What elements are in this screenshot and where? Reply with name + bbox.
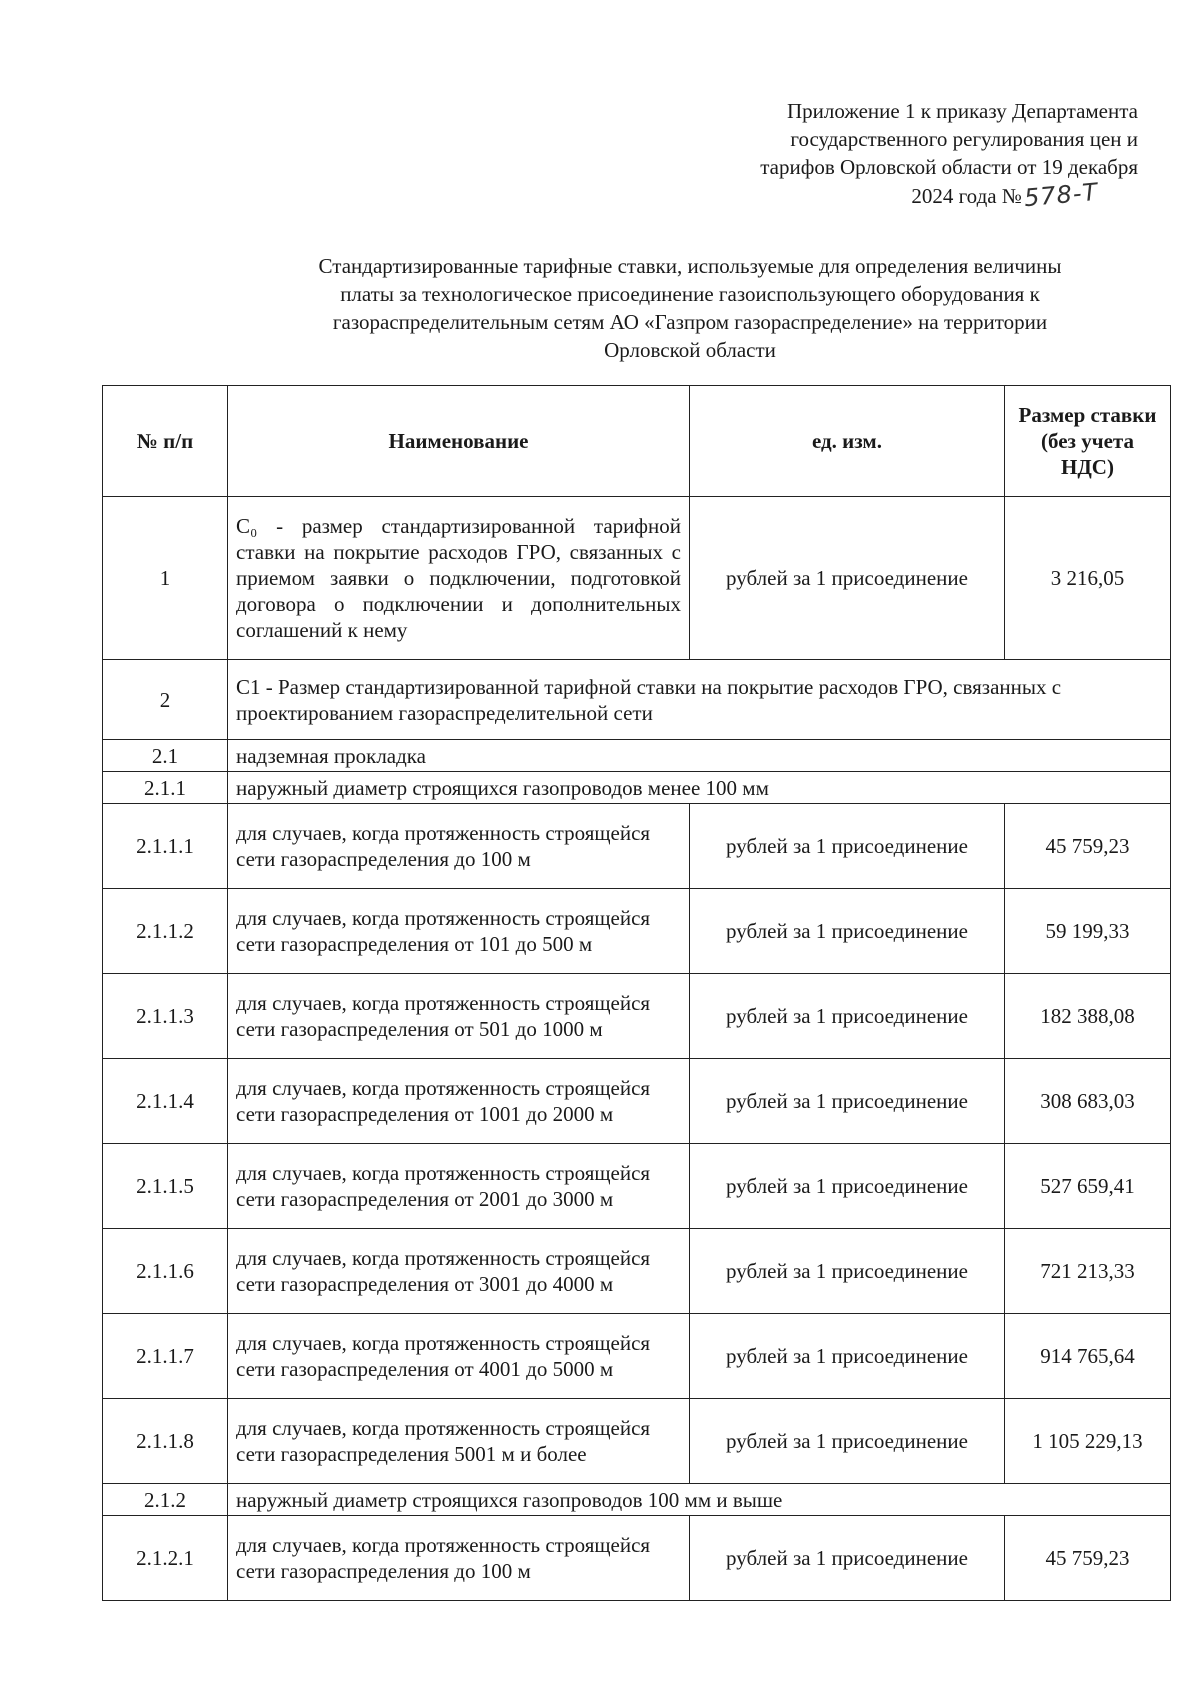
row-number: 2.1.1.6 — [103, 1229, 228, 1314]
row-name: наружный диаметр строящихся газопроводов 100 мм и выше — [228, 1484, 1171, 1516]
column-header-unit: ед. изм. — [690, 386, 1005, 497]
table-row — [103, 974, 1171, 1059]
table-row — [103, 889, 1171, 974]
row-value: 182 388,08 — [1005, 974, 1171, 1059]
row-number: 1 — [103, 497, 228, 660]
row-name: для случаев, когда протяженность строящейся сети газораспределения 5001 м и более — [228, 1399, 690, 1484]
document-title — [250, 252, 1130, 364]
row-value: 45 759,23 — [1005, 804, 1171, 889]
row-name: для случаев, когда протяженность строящейся сети газораспределения от 1001 до 2000 м — [228, 1059, 690, 1144]
table-row — [103, 1484, 1171, 1516]
handwritten-order-number: 578-Т — [1022, 177, 1100, 213]
appendix-order-prefix: 2024 года № — [911, 184, 1022, 208]
row-name: для случаев, когда протяженность строящейся сети газораспределения от 2001 до 3000 м — [228, 1144, 690, 1229]
table-row — [103, 1229, 1171, 1314]
row-value: 1 105 229,13 — [1005, 1399, 1171, 1484]
row-number: 2.1.1.2 — [103, 889, 228, 974]
appendix-line-order — [668, 177, 1138, 213]
row-unit: рублей за 1 присоединение — [690, 889, 1005, 974]
row-number: 2.1.1.7 — [103, 1314, 228, 1399]
table-row — [103, 497, 1171, 660]
row-number: 2.1.2.1 — [103, 1516, 228, 1601]
row-number: 2.1.1.8 — [103, 1399, 228, 1484]
table-row — [103, 1144, 1171, 1229]
row-name: С1 - Размер стандартизированной тарифной ставки на покрытие расходов ГРО, связанных с проектированием газораспределительной сети — [228, 660, 1171, 740]
column-header-name: Наименование — [228, 386, 690, 497]
table-row — [103, 740, 1171, 772]
appendix-line: Приложение 1 к приказу Департамента — [787, 99, 1138, 123]
row-unit: рублей за 1 присоединение — [690, 1059, 1005, 1144]
row-unit: рублей за 1 присоединение — [690, 1144, 1005, 1229]
row-value: 3 216,05 — [1005, 497, 1171, 660]
table-row — [103, 772, 1171, 804]
column-header-rate: Размер ставки (без учета НДС) — [1005, 386, 1171, 497]
row-unit: рублей за 1 присоединение — [690, 804, 1005, 889]
row-name: для случаев, когда протяженность строящейся сети газораспределения от 501 до 1000 м — [228, 974, 690, 1059]
row-name: для случаев, когда протяженность строящейся сети газораспределения до 100 м — [228, 1516, 690, 1601]
appendix-line: тарифов Орловской области от 19 декабря — [760, 155, 1138, 179]
row-unit: рублей за 1 присоединение — [690, 1229, 1005, 1314]
row-name: для случаев, когда протяженность строящейся сети газораспределения от 101 до 500 м — [228, 889, 690, 974]
table-row — [103, 1516, 1171, 1601]
title-line: платы за технологическое присоединение газоиспользующего оборудования к — [340, 282, 1040, 306]
row-unit: рублей за 1 присоединение — [690, 1516, 1005, 1601]
table-row — [103, 1314, 1171, 1399]
table-header-row — [103, 386, 1171, 497]
row-name: наружный диаметр строящихся газопроводов менее 100 мм — [228, 772, 1171, 804]
row-value: 59 199,33 — [1005, 889, 1171, 974]
row-number: 2.1.1.3 — [103, 974, 228, 1059]
tariff-table — [102, 385, 1171, 1601]
row-value: 721 213,33 — [1005, 1229, 1171, 1314]
table-row — [103, 1059, 1171, 1144]
row-number: 2.1.2 — [103, 1484, 228, 1516]
row-number: 2.1.1.1 — [103, 804, 228, 889]
row-unit: рублей за 1 присоединение — [690, 497, 1005, 660]
row-unit: рублей за 1 присоединение — [690, 974, 1005, 1059]
row-number: 2 — [103, 660, 228, 740]
appendix-line: государственного регулирования цен и — [790, 127, 1138, 151]
row-number: 2.1 — [103, 740, 228, 772]
row-value: 914 765,64 — [1005, 1314, 1171, 1399]
row-unit: рублей за 1 присоединение — [690, 1314, 1005, 1399]
appendix-header — [668, 97, 1138, 213]
row-value: 308 683,03 — [1005, 1059, 1171, 1144]
title-line: Стандартизированные тарифные ставки, используемые для определения величины — [318, 254, 1062, 278]
row-name: для случаев, когда протяженность строящейся сети газораспределения от 4001 до 5000 м — [228, 1314, 690, 1399]
table-row — [103, 804, 1171, 889]
row-number: 2.1.1.4 — [103, 1059, 228, 1144]
row-value: 45 759,23 — [1005, 1516, 1171, 1601]
row-number: 2.1.1 — [103, 772, 228, 804]
row-number: 2.1.1.5 — [103, 1144, 228, 1229]
row-value: 527 659,41 — [1005, 1144, 1171, 1229]
row-name: для случаев, когда протяженность строящейся сети газораспределения до 100 м — [228, 804, 690, 889]
row-unit: рублей за 1 присоединение — [690, 1399, 1005, 1484]
row-name: С₀ - размер стандартизированной тарифной ставки на покрытие расходов ГРО, связанных с приемом заявки о подключении, подготовкой договора о подключении и дополнительных соглашений к нему — [228, 497, 690, 660]
title-line: Орловской области — [604, 338, 776, 362]
table-row — [103, 1399, 1171, 1484]
row-name: для случаев, когда протяженность строящейся сети газораспределения от 3001 до 4000 м — [228, 1229, 690, 1314]
row-name: надземная прокладка — [228, 740, 1171, 772]
title-line: газораспределительным сетям АО «Газпром газораспределение» на территории — [332, 310, 1048, 334]
column-header-number: № п/п — [103, 386, 228, 497]
table-row — [103, 660, 1171, 740]
